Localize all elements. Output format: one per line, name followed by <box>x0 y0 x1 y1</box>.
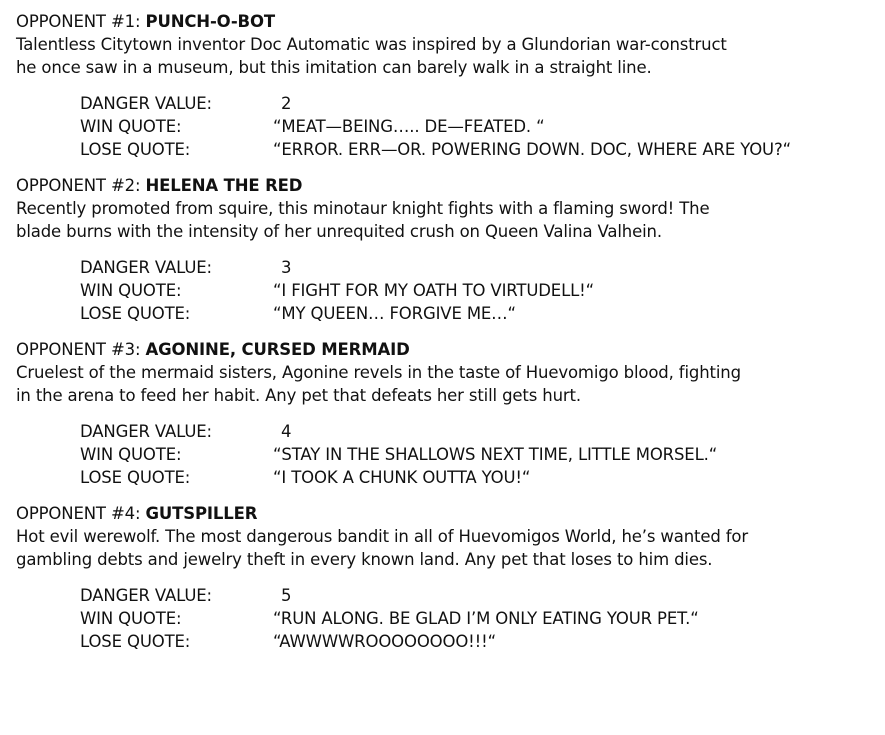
section-spacer <box>16 325 876 338</box>
win-quote-row <box>80 443 876 466</box>
win-quote-row <box>80 115 876 138</box>
danger-value: 5 <box>281 586 292 605</box>
opponent-stats <box>80 92 876 161</box>
lose-quote-row <box>80 630 876 653</box>
opponent-number: OPPONENT #3: <box>16 340 146 359</box>
opponent-number: OPPONENT #2: <box>16 176 146 195</box>
lose-quote: “AWWWWROOOOOOOO!!!“ <box>273 632 496 651</box>
lose-quote: “I TOOK A CHUNK OUTTA YOU!“ <box>273 468 531 487</box>
opponent-stats <box>80 256 876 325</box>
danger-row <box>80 584 876 607</box>
opponent-number: OPPONENT #4: <box>16 504 146 523</box>
document-page <box>16 10 876 653</box>
opponent-entry <box>16 502 876 653</box>
lose-quote-row <box>80 302 876 325</box>
danger-value: 3 <box>281 258 292 277</box>
opponent-description: Talentless Citytown inventor Doc Automatic was inspired by a Glundorian war-construct he once saw in a museum, but this imitation can barely walk in a straight line. <box>16 35 727 77</box>
win-quote: “STAY IN THE SHALLOWS NEXT TIME, LITTLE MORSEL.“ <box>273 445 718 464</box>
danger-label: DANGER VALUE: <box>80 422 212 441</box>
win-quote-label: WIN QUOTE: <box>80 609 182 628</box>
lose-quote: “ERROR. ERR—OR. POWERING DOWN. DOC, WHERE ARE YOU?“ <box>273 140 791 159</box>
win-quote: “RUN ALONG. BE GLAD I’M ONLY EATING YOUR PET.“ <box>273 609 699 628</box>
danger-label: DANGER VALUE: <box>80 94 212 113</box>
section-spacer <box>16 489 876 502</box>
lose-quote-label: LOSE QUOTE: <box>80 468 191 487</box>
lose-quote-label: LOSE QUOTE: <box>80 140 191 159</box>
opponent-name: HELENA THE RED <box>145 176 303 195</box>
opponent-heading <box>16 338 876 361</box>
lose-quote: “MY QUEEN… FORGIVE ME…“ <box>273 304 516 323</box>
win-quote-row <box>80 279 876 302</box>
opponent-entry <box>16 10 876 161</box>
win-quote-label: WIN QUOTE: <box>80 445 182 464</box>
danger-row <box>80 92 876 115</box>
win-quote-row <box>80 607 876 630</box>
win-quote-label: WIN QUOTE: <box>80 281 182 300</box>
opponent-heading <box>16 174 876 197</box>
opponent-name: PUNCH-O-BOT <box>145 12 275 31</box>
lose-quote-row <box>80 466 876 489</box>
danger-label: DANGER VALUE: <box>80 258 212 277</box>
opponent-name: AGONINE, CURSED MERMAID <box>145 340 410 359</box>
opponent-number: OPPONENT #1: <box>16 12 146 31</box>
danger-label: DANGER VALUE: <box>80 586 212 605</box>
win-quote: “I FIGHT FOR MY OATH TO VIRTUDELL!“ <box>273 281 595 300</box>
opponent-stats <box>80 584 876 653</box>
win-quote: “MEAT—BEING….. DE—FEATED. “ <box>273 117 545 136</box>
win-quote-label: WIN QUOTE: <box>80 117 182 136</box>
opponent-heading <box>16 502 876 525</box>
danger-value: 4 <box>281 422 292 441</box>
section-spacer <box>16 161 876 174</box>
opponent-description: Recently promoted from squire, this minotaur knight fights with a flaming sword! The blade burns with the intensity of her unrequited crush on Queen Valina Valhein. <box>16 199 710 241</box>
lose-quote-label: LOSE QUOTE: <box>80 304 191 323</box>
lose-quote-row <box>80 138 876 161</box>
opponent-description: Cruelest of the mermaid sisters, Agonine revels in the taste of Huevomigo blood, fighting in the arena to feed her habit. Any pet that defeats her still gets hurt. <box>16 363 741 405</box>
danger-row <box>80 420 876 443</box>
opponent-entry <box>16 338 876 489</box>
lose-quote-label: LOSE QUOTE: <box>80 632 191 651</box>
danger-value: 2 <box>281 94 292 113</box>
opponent-description: Hot evil werewolf. The most dangerous bandit in all of Huevomigos World, he’s wanted for gambling debts and jewelry theft in every known land. Any pet that loses to him dies. <box>16 527 749 569</box>
opponent-stats <box>80 420 876 489</box>
danger-row <box>80 256 876 279</box>
opponent-name: GUTSPILLER <box>145 504 258 523</box>
opponent-heading <box>16 10 876 33</box>
opponent-entry <box>16 174 876 325</box>
